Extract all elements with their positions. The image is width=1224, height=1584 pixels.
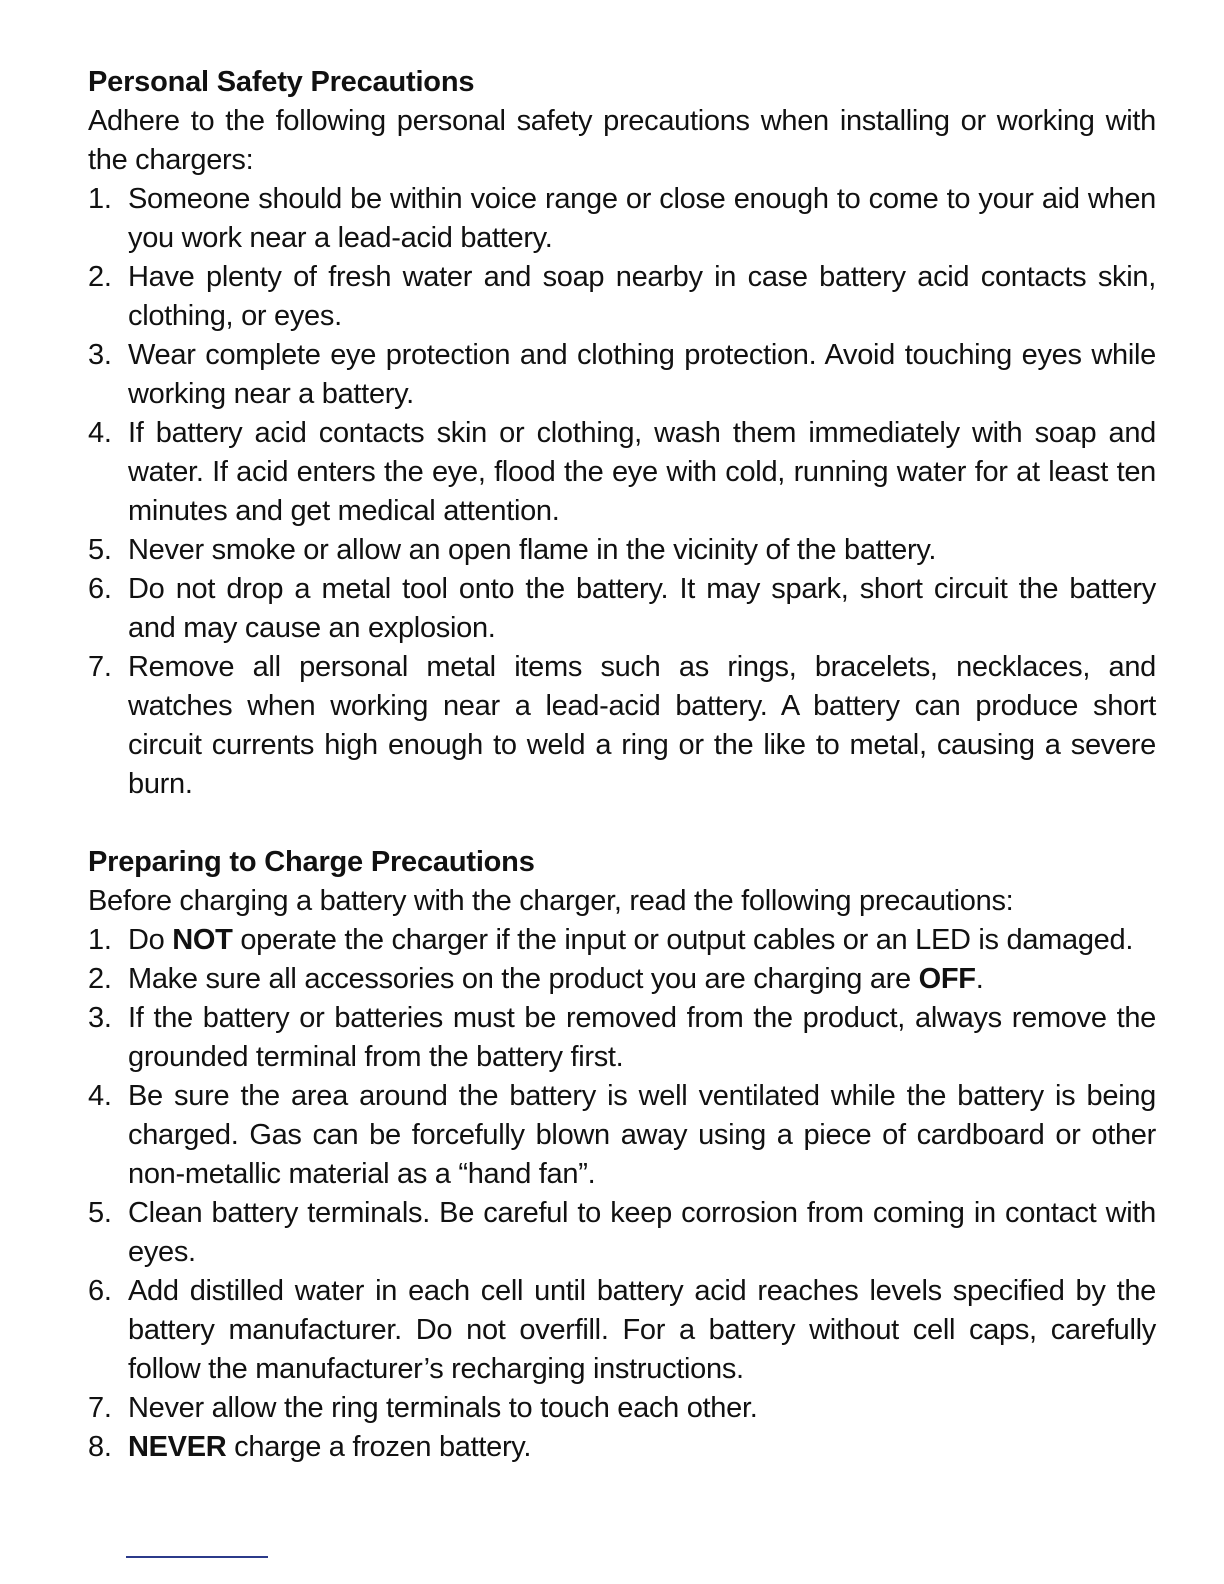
item-number: 1. (88, 924, 112, 956)
item-text: Do not drop a metal tool onto the battery. It may spark, short circuit the battery and may cause an explosion. (128, 573, 1156, 644)
item-text-post: operate the charger if the input or output cables or an LED is damaged. (232, 924, 1134, 956)
list-item (88, 999, 1156, 1077)
item-number: 7. (88, 1392, 112, 1424)
item-text: Remove all personal metal items such as rings, bracelets, necklaces, and watches when working near a lead-acid battery. A battery can produce short circuit currents high enough to weld a ring or the like to metal, causing a severe burn. (128, 651, 1156, 800)
list-item (88, 414, 1156, 531)
preparing-charge-heading: Preparing to Charge Precautions (88, 846, 535, 878)
item-text: Be sure the area around the battery is well ventilated while the battery is being charged. Gas can be forcefully blown away using a piece of cardboard or other non-metallic material as a “hand fan”. (128, 1080, 1156, 1190)
personal-safety-section (88, 62, 1156, 804)
list-item (88, 570, 1156, 648)
list-item (88, 648, 1156, 804)
item-number: 3. (88, 339, 112, 371)
item-number: 1. (88, 183, 112, 215)
personal-safety-intro: Adhere to the following personal safety precautions when installing or working with the chargers: (88, 105, 1156, 176)
item-text-post: charge a frozen battery. (226, 1431, 532, 1463)
list-item (88, 1389, 1156, 1428)
item-text: Wear complete eye protection and clothing protection. Avoid touching eyes while working near a battery. (128, 339, 1156, 410)
item-emphasis: NEVER (128, 1431, 227, 1463)
item-text: Never smoke or allow an open flame in the vicinity of the battery. (128, 534, 937, 566)
item-text-pre: Do (128, 924, 173, 956)
item-emphasis: NOT (172, 924, 233, 956)
item-number: 5. (88, 1197, 112, 1229)
list-item (88, 921, 1156, 960)
item-text: Someone should be within voice range or close enough to come to your aid when you work near a lead-acid battery. (128, 183, 1156, 254)
item-text: Have plenty of fresh water and soap nearby in case battery acid contacts skin, clothing, or eyes. (128, 261, 1156, 332)
list-item (88, 1428, 1156, 1467)
list-item (88, 960, 1156, 999)
item-text: Never allow the ring terminals to touch each other. (128, 1392, 758, 1424)
item-number: 4. (88, 417, 112, 449)
list-item (88, 1194, 1156, 1272)
item-text: If battery acid contacts skin or clothing, wash them immediately with soap and water. If acid enters the eye, flood the eye with cold, running water for at least ten minutes and get medical attention. (128, 417, 1156, 527)
list-item (88, 336, 1156, 414)
personal-safety-list (88, 180, 1156, 804)
section-spacer (88, 804, 1156, 842)
list-item (88, 531, 1156, 570)
list-item (88, 1077, 1156, 1194)
item-number: 2. (88, 963, 112, 995)
item-text: If the battery or batteries must be removed from the product, always remove the grounded terminal from the battery first. (128, 1002, 1156, 1073)
item-text-post: . (975, 963, 984, 995)
item-text-pre: Make sure all accessories on the product you are charging are (128, 963, 919, 995)
item-number: 5. (88, 534, 112, 566)
list-item (88, 180, 1156, 258)
item-number: 6. (88, 1275, 112, 1307)
item-text: Add distilled water in each cell until battery acid reaches levels specified by the battery manufacturer. Do not overfill. For a battery without cell caps, carefully follow the manufacturer’s recharging instructions. (128, 1275, 1156, 1385)
footer-divider (126, 1556, 268, 1558)
item-number: 6. (88, 573, 112, 605)
document-page (88, 62, 1156, 1467)
list-item (88, 1272, 1156, 1389)
list-item (88, 258, 1156, 336)
personal-safety-heading: Personal Safety Precautions (88, 66, 475, 98)
item-number: 3. (88, 1002, 112, 1034)
preparing-charge-list (88, 921, 1156, 1467)
item-number: 8. (88, 1431, 112, 1463)
item-number: 4. (88, 1080, 112, 1112)
item-number: 2. (88, 261, 112, 293)
item-text: Clean battery terminals. Be careful to keep corrosion from coming in contact with eyes. (128, 1197, 1156, 1268)
item-emphasis: OFF (918, 963, 976, 995)
preparing-charge-section (88, 842, 1156, 1467)
preparing-charge-intro: Before charging a battery with the charger, read the following precautions: (88, 885, 1014, 917)
item-number: 7. (88, 651, 112, 683)
